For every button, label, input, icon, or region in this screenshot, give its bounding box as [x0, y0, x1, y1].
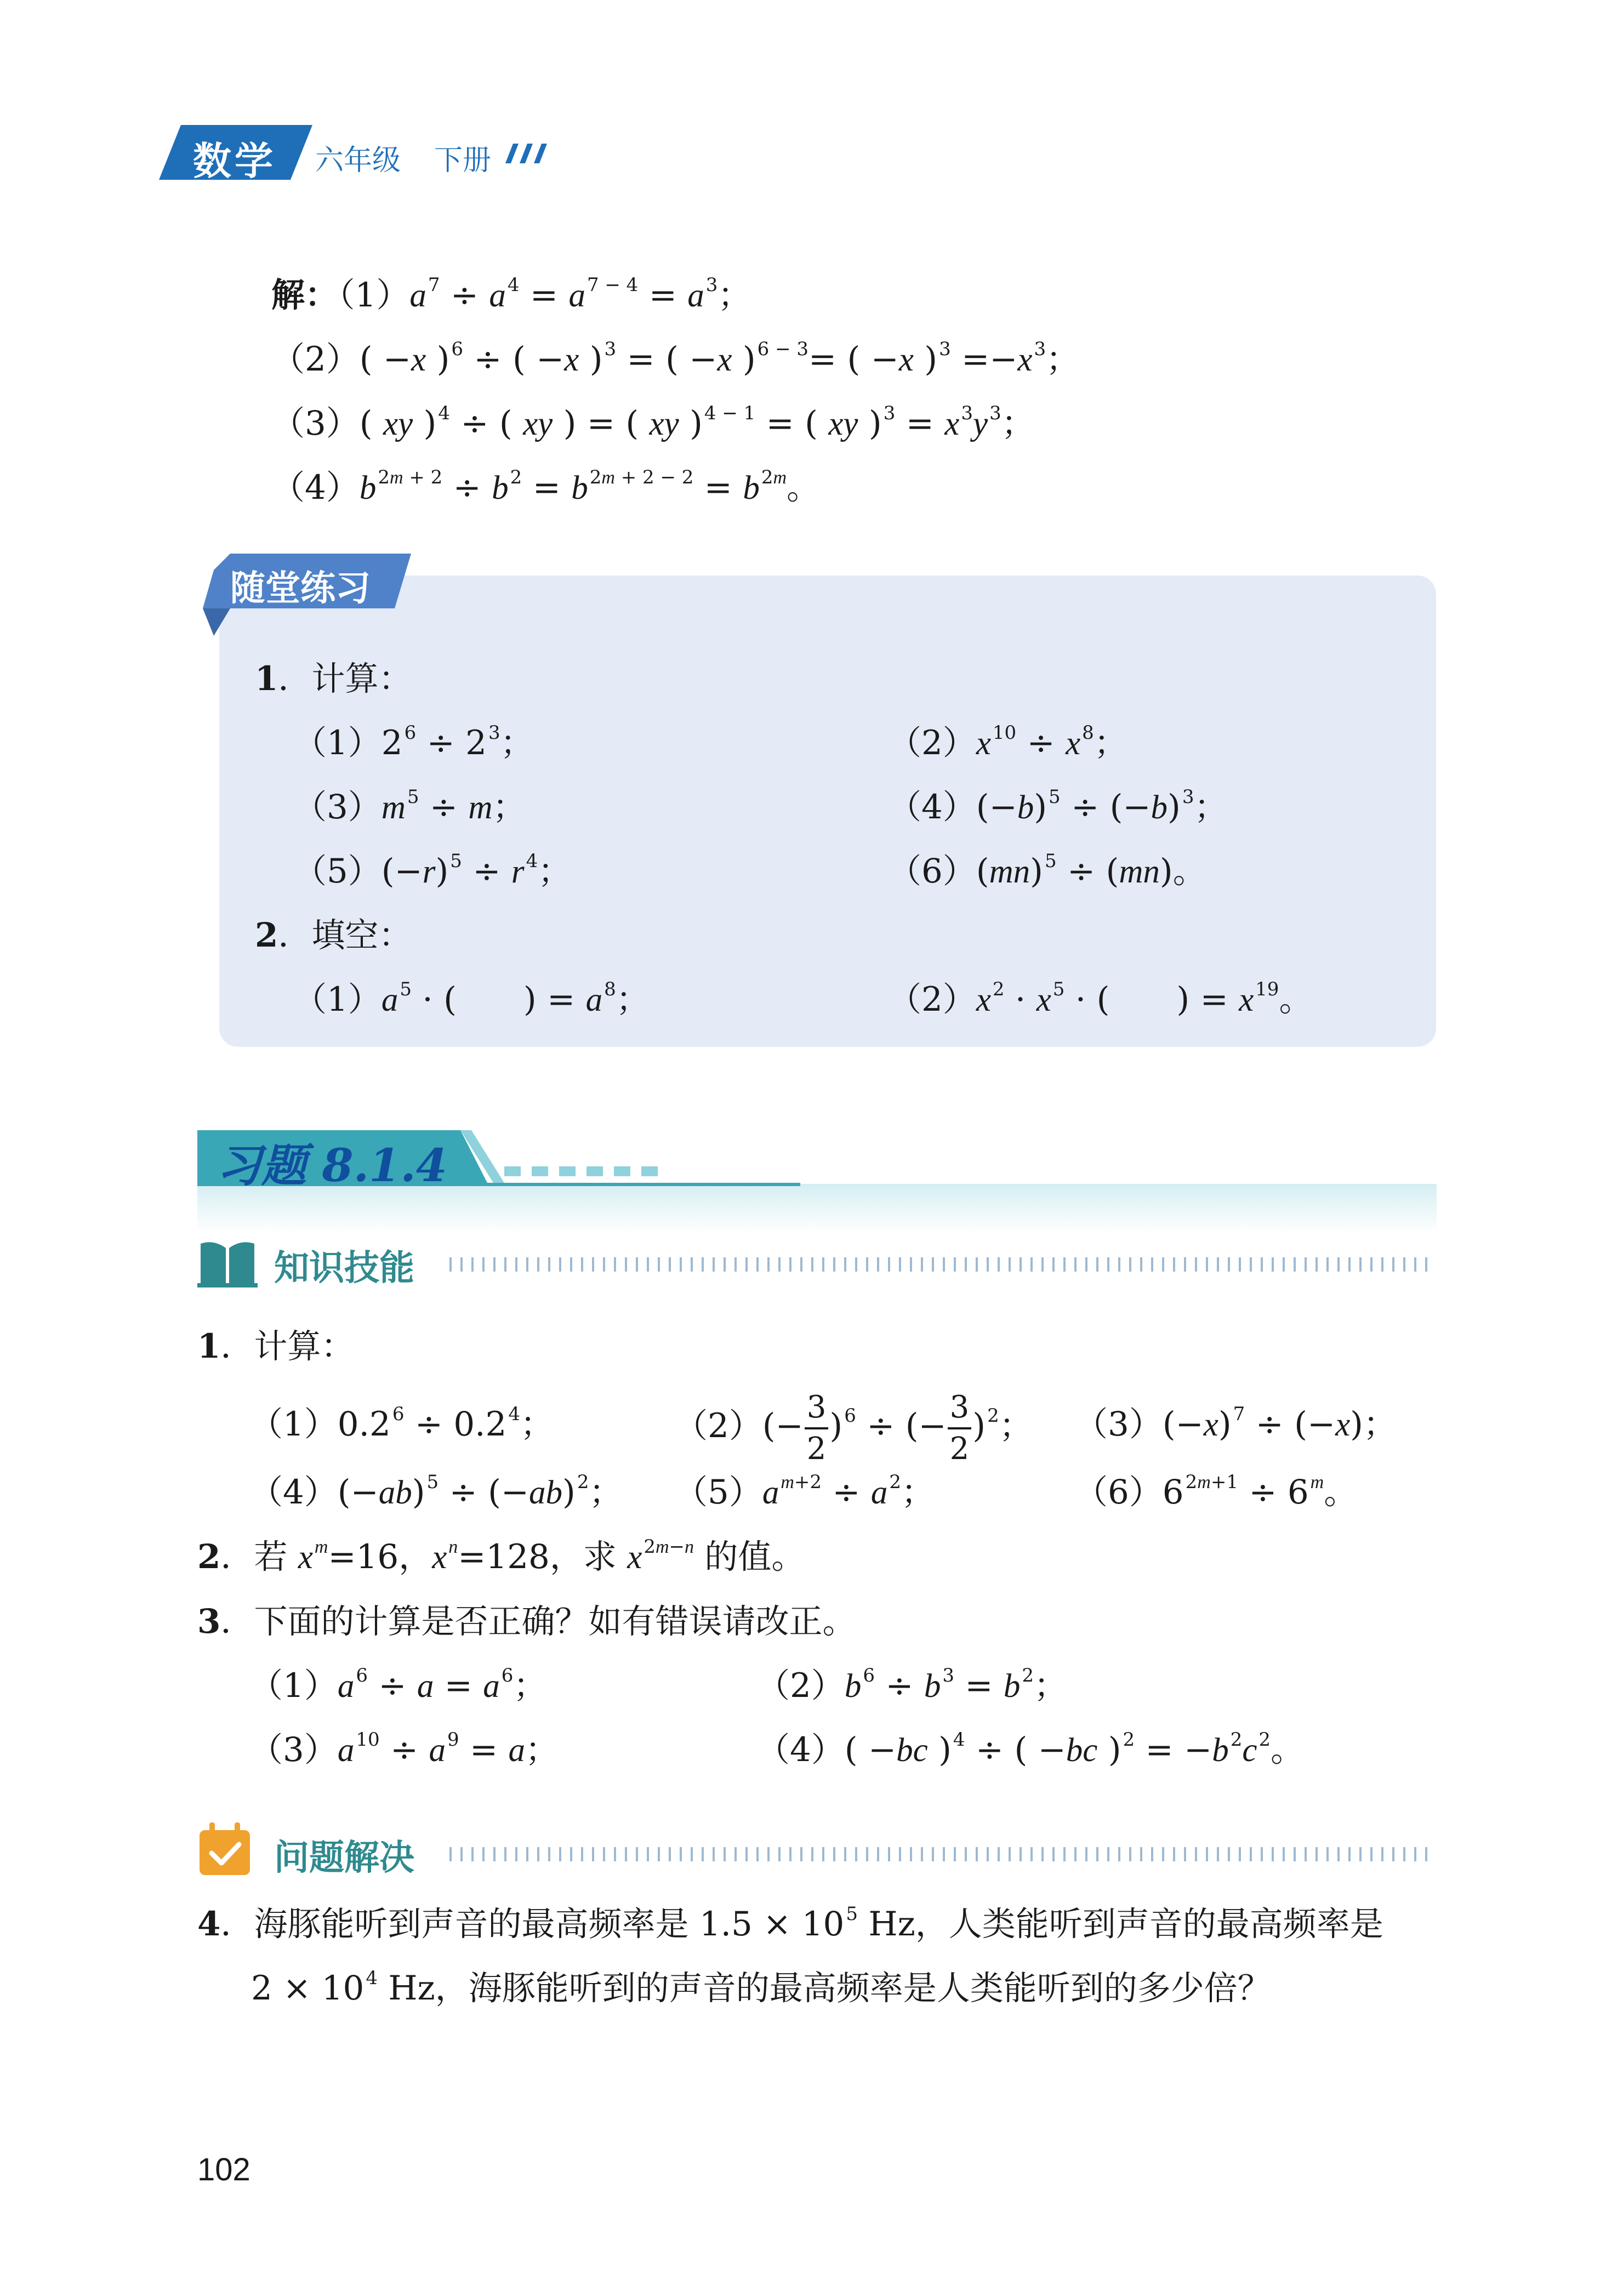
exercise-3-4: （4）( −bc )$^4$ ÷ ( −bc )$^2 = -b^2c^2$。: [756, 1729, 1305, 1769]
solution-line-1: 解：$(1)a^7 \div a^4 = a^{7 - 4} = a^3$；: [271, 274, 751, 315]
page-number: 102: [197, 2152, 250, 2187]
exercise-3-label: 3．下面的计算是否正确？如有错误请改正。: [197, 1602, 856, 1641]
exercise-1-1: $(1)0.2^6 \div 0.2^4$；: [249, 1403, 554, 1444]
solution-label: 解: [271, 276, 305, 315]
book-icon: [197, 1236, 258, 1288]
exercise-1-5: $(5)a^{m+2} \div a^2$；: [674, 1471, 935, 1512]
exercise-1-label: 1．计算：: [197, 1327, 355, 1366]
exercise-4-line-2: $2 \times 10^4$ Hz，海豚能听到的声音的最高频率是人类能听到的多少倍？: [251, 1967, 1271, 2008]
section-divider-2: [449, 1847, 1436, 1861]
solution-line-2: （2）( −x )$^6$ ÷ ( −x )$^3$ = ( −x )$^{6 - 3}$= ( −x )$^3 =-x^3$；: [271, 338, 1080, 379]
practice-q2-label: 2．填空：: [255, 916, 412, 955]
volume-label: 下册: [434, 145, 492, 176]
section-divider: [449, 1257, 1436, 1272]
practice-q1-5: $(5)(-r)^5 \div r^4$；: [293, 850, 572, 891]
practice-q2-1: $(1)a^5$ · ( ) = $a^8$；: [293, 978, 650, 1019]
subject-title: 数学: [193, 140, 276, 183]
section-knowledge: 知识技能: [274, 1248, 414, 1287]
solution-line-3: （3）( xy )$^4$ ÷ ( xy ) = ( xy )$^{4 - 1}$ = ( xy )$^3 = x^3y^3$；: [271, 402, 1035, 443]
practice-q1-1: $(1)2^6 \div 2^3$；: [293, 722, 534, 762]
exercise-1-6: $(6)6^{2m+1} \div 6^m$。: [1074, 1471, 1358, 1512]
practice-q1-6: （6）(mn)$^5$ ÷ (mn)。: [888, 850, 1206, 891]
practice-q1-4: $(4)(-b)^5 \div (-b)^3$；: [888, 786, 1228, 827]
grade-label: 六年级: [315, 145, 401, 176]
exercise-3-1: $(1)a^6 \div a = a^6$；: [249, 1665, 547, 1705]
section-problem-solving: 问题解决: [274, 1838, 414, 1877]
exercise-1-3: $(3)(-x)^7 \div (-x)$；: [1074, 1403, 1397, 1444]
exercise-3-3: $(3)a^{10} \div a^9 = a$；: [249, 1729, 559, 1769]
calendar-check-icon: [197, 1822, 252, 1877]
practice-tab-label: 随堂练习: [230, 568, 371, 608]
practice-q1-label: 1．计算：: [255, 659, 412, 698]
solution-line-4: $(4)b^{2m + 2} \div b^2 = b^{2m + 2 - 2} = b^{2m}$。: [271, 466, 821, 507]
exercise-2: 2．若 $x^m=16$，$x^n=128$，求 $x^{2m-n}$ 的值。: [197, 1536, 805, 1576]
exercise-4-line-1: 4．海豚能听到声音的最高频率是 $1.5 \times 10^5$ Hz，人类能听到声音的最高频率是: [197, 1903, 1383, 1944]
practice-q1-2: $(2)x^{10} \div x^8$；: [888, 722, 1127, 762]
exercise-3-2: $(2)b^6 \div b^3 = b^2$；: [756, 1665, 1068, 1705]
practice-q2-2: $(2)x^2 \cdot x^5$ · ( ) = $x^{19}$。: [888, 978, 1313, 1019]
exercise-title: 习题 8.1.4: [217, 1140, 447, 1192]
slash-decoration-icon: [505, 144, 555, 163]
exercise-1-4: $(4)(-ab)^5 \div (-ab)^2$；: [249, 1471, 623, 1512]
exercise-1-2: （2）(− $\frac{3}{2}$ )$^6$ ÷ (− $\frac{3}{2}$ )$^2$；: [674, 1389, 1033, 1467]
practice-q1-3: $(3)m^5 \div m$；: [293, 786, 526, 827]
